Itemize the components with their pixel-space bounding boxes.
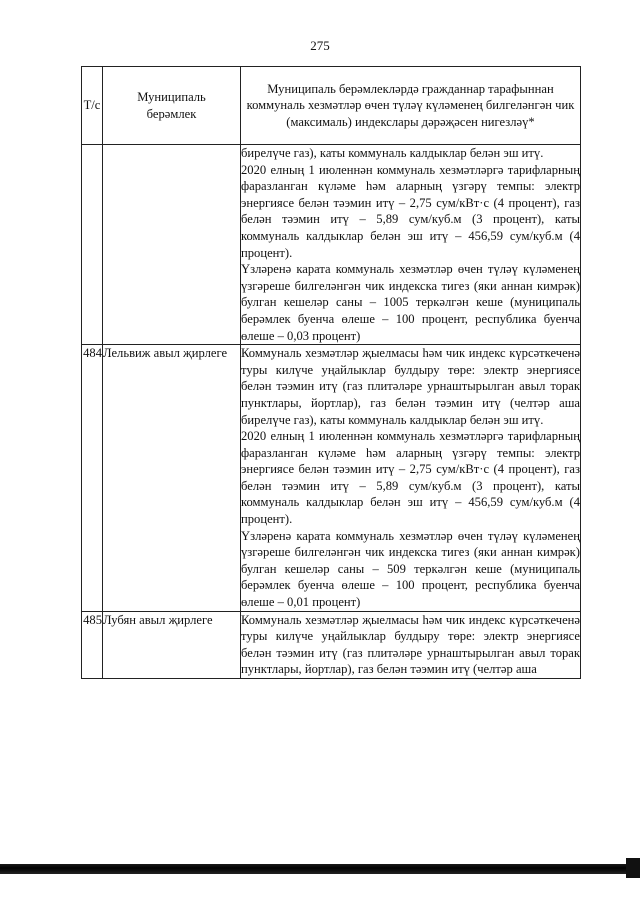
row-num: 485 <box>82 611 103 678</box>
scan-edge-bar <box>0 864 640 874</box>
row-municipality <box>103 145 241 345</box>
description-paragraph: 2020 елның 1 июленнән коммуналь хезмәтләргә тарифларның фаразланган күләме һәм аларның үзгәрү темпы: электр энергиясе белән тәэмин итү – 2,75 сум/кВт·с (4 процент), газ белән тәэмин итү – 5,89 сум/куб.м (3 процент), каты коммуналь калдыклар белән эш итү – 456,59 сум/куб.м (4 процент). <box>241 162 580 260</box>
row-num: 484 <box>82 345 103 612</box>
header-num: Т/с <box>82 67 103 145</box>
row-description <box>241 145 581 345</box>
table-row <box>82 345 581 612</box>
scan-edge-corner <box>626 858 640 878</box>
row-description <box>241 611 581 678</box>
row-municipality: Лубян авыл җирлеге <box>103 611 241 678</box>
description-paragraph: Үзләренә карата коммуналь хезмәтләр өчен түләү күләменең үзгәреше билгеләнгән чик индекска тигез (яки аннан кимрәк) булган кешеләр саны – 1005 теркәлгән кеше (муниципаль берәмлек буенча өлеше – 100 процент, республика буенча өлеше – 0,03 процент) <box>241 262 580 343</box>
tariff-index-table <box>81 66 581 679</box>
description-paragraph: Коммуналь хезмәтләр җыелмасы һәм чик индекс күрсәткеченә туры килүче уңайлыклар булдыру төре: электр энергиясе белән тәэмин итү (газ плитәләре урнаштырылган авыл торак пунктлары, йортлар), газ белән тәэмин итү (челтәр аша <box>241 612 580 677</box>
header-municipality: Муниципаль берәмлек <box>103 67 241 145</box>
table-header-row <box>82 67 581 145</box>
description-paragraph: Үзләренә карата коммуналь хезмәтләр өчен түләү күләменең үзгәреше билгеләнгән чик индекска тигез (яки аннан кимрәк) булган кешеләр саны – 509 теркәлгән кеше (муниципаль берәмлек буенча өлеше – 100 процент, республика буенча өлеше – 0,01 процент) <box>241 528 580 610</box>
table-row <box>82 145 581 345</box>
description-paragraph: Коммуналь хезмәтләр җыелмасы һәм чик индекс күрсәткеченә туры килүче уңайлыклар булдыру төре: электр энергиясе белән тәэмин итү (газ плитәләре урнаштырылган авыл торак пунктлары, йортлар), газ белән тәэмин итү (челтәр аша бирелүче газ), каты коммуналь калдыклар белән эш итү. <box>241 346 580 427</box>
description-paragraph: бирелүче газ), каты коммуналь калдыклар белән эш итү. <box>241 146 544 160</box>
table-row <box>82 611 581 678</box>
row-num <box>82 145 103 345</box>
row-municipality: Лельвиж авыл җирлеге <box>103 345 241 612</box>
header-description: Муниципаль берәмлекләрдә гражданнар тарафыннан коммуналь хезмәтләр өчен түләү күләменең билгеләнгән чик (максималь) индекслары дәрәҗәсен нигезләү* <box>241 67 581 145</box>
row-description <box>241 345 581 612</box>
description-paragraph: 2020 елның 1 июленнән коммуналь хезмәтләргә тарифларның фаразланган күләме һәм аларның үзгәрү темпы: электр энергиясе белән тәэмин итү – 2,75 сум/кВт·с (4 процент), газ белән тәэмин итү – 5,89 сум/куб.м (3 процент), каты коммуналь калдыклар белән эш итү – 456,59 сум/куб.м (4 процент). <box>241 429 580 527</box>
page-number: 275 <box>310 38 330 53</box>
